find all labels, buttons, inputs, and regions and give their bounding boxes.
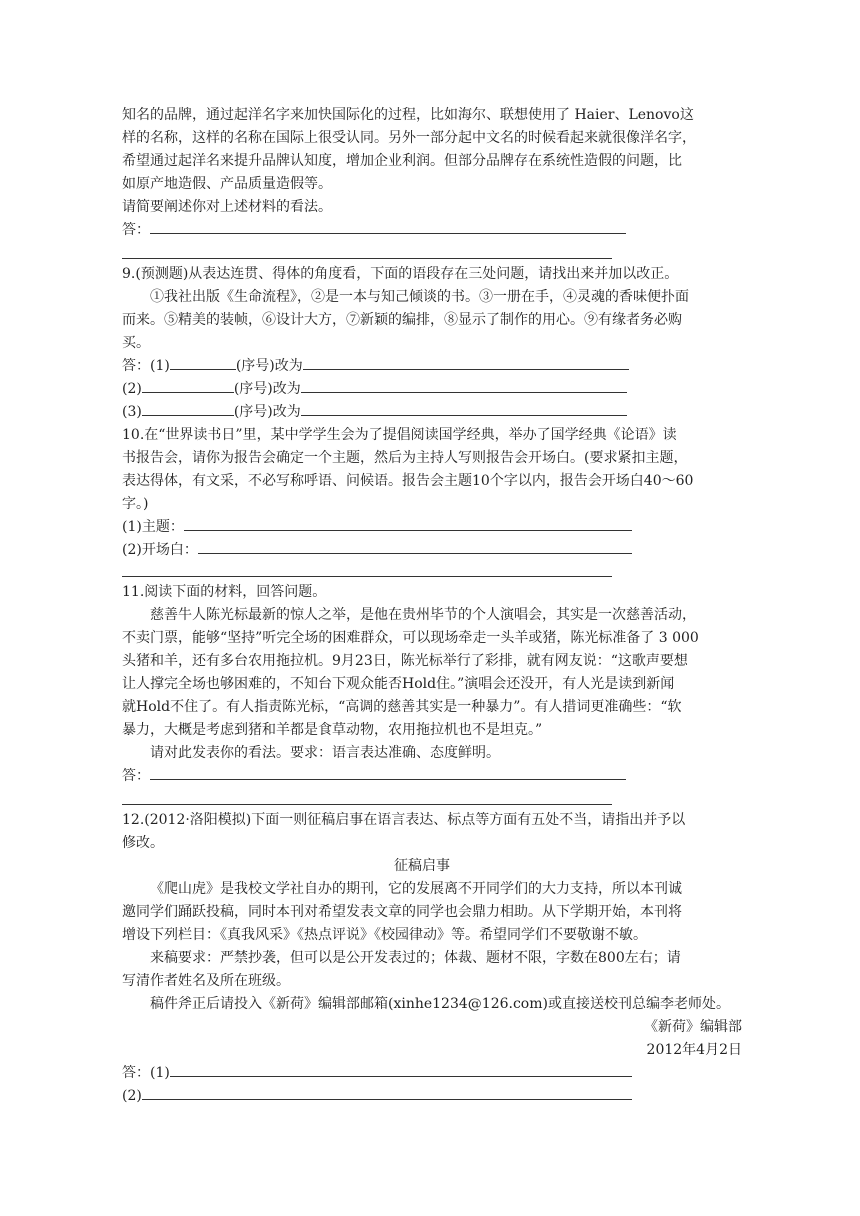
q12-stem-line: 12.(2012·洛阳模拟)下面一则征稿启事在语言表达、标点等方面有五处不当，请指出并予以 (122, 812, 686, 828)
answer-prefix: (2) (122, 381, 142, 397)
notice-requirement-line: 写清作者姓名及所在班级。 (122, 973, 290, 989)
q10-opening-blank-2[interactable] (122, 562, 612, 577)
notice-title: 征稿启事 (394, 858, 450, 874)
material-line: 如原产地造假、产品质量造假等。 (122, 176, 332, 192)
notice-body-line: 增设下列栏目：《真我风采》《热点评说》《校园律动》等。希望同学们不要敬谢不敏。 (122, 927, 647, 943)
answer-prefix: 答：(1) (122, 1065, 170, 1081)
notice-date: 2012年4月2日 (646, 1042, 742, 1058)
fix-blank[interactable] (301, 401, 627, 416)
q11-passage-line: 让人撑完全场也够困难的，不知台下观众能否Hold住。”演唱会还没开，有人光是读到新闻 (122, 676, 675, 692)
q8-material (122, 104, 742, 196)
seq-blank[interactable] (142, 401, 234, 416)
q12-stem-line: 修改。 (122, 835, 164, 851)
fix-blank[interactable] (301, 378, 627, 393)
q10-stem-line: 表达得体，有文采，不必写称呼语、问候语。报告会主题10个字以内，报告会开场白40～60 (122, 473, 694, 489)
seq-label: (序号)改为 (233, 381, 301, 397)
seq-blank[interactable] (142, 378, 234, 393)
q9-answer-1[interactable] (122, 355, 742, 378)
answer-label: 答： (122, 768, 150, 784)
q9-passage-line: 而来。⑤精美的装帧，⑥设计大方，⑦新颖的编排，⑧显示了制作的用心。⑨有缘者务必购 (122, 312, 682, 328)
worksheet-page (122, 104, 742, 1108)
q9-passage-line: 买。 (122, 335, 150, 351)
seq-label: (序号)改为 (233, 404, 301, 420)
q11-stem: 11.阅读下面的材料，回答问题。 (122, 584, 327, 600)
answer-prefix: 答：(1) (122, 358, 170, 374)
notice-signature: 《新荷》编辑部 (644, 1019, 742, 1035)
q11-passage-line: 就Hold不住了。有人指责陈光标，“高调的慈善其实是一种暴力”。有人措词更准确些：“软 (122, 699, 682, 715)
answer-blank[interactable] (150, 765, 626, 780)
answer-prefix: (2) (122, 1088, 142, 1104)
notice-body-line: 邀同学们踊跃投稿，同时本刊对希望发表文章的同学也会鼎力相助。从下学期开始，本刊将 (122, 904, 682, 920)
notice-requirement-line: 来稿要求：严禁抄袭，但可以是公开发表过的；体裁、题材不限，字数在800左右；请 (150, 950, 681, 966)
notice-body-line: 《爬山虎》是我校文学社自办的期刊，它的发展离不开同学们的大力支持，所以本刊诚 (150, 881, 682, 897)
q10-stem-line: 字。) (122, 496, 149, 512)
material-line: 知名的品牌，通过起洋名字来加快国际化的过程，比如海尔、联想使用了 Haier、Lenovo这 (122, 107, 694, 123)
q12-answer-2[interactable] (122, 1085, 742, 1108)
q8-answer-line[interactable] (122, 219, 742, 242)
seq-blank[interactable] (170, 355, 236, 370)
q9-answer-2[interactable] (122, 378, 742, 401)
q9-answer-3[interactable] (122, 401, 742, 424)
seq-label: (序号)改为 (235, 358, 303, 374)
q11-passage-line: 头猪和羊，还有多台农用拖拉机。9月23日，陈光标举行了彩排，就有网友说：“这歌声要想 (122, 653, 688, 669)
q11-passage-line: 慈善牛人陈光标最新的惊人之举，是他在贵州毕节的个人演唱会，其实是一次慈善活动， (150, 607, 696, 623)
fix-blank[interactable] (303, 355, 629, 370)
q8-answer-blank-2[interactable] (122, 242, 612, 259)
answer-blank[interactable] (150, 219, 626, 234)
answer-blank[interactable] (142, 1085, 632, 1100)
theme-blank[interactable] (184, 516, 632, 531)
q11-passage-line: 暴力，大概是考虑到猪和羊都是食草动物，农用拖拉机也不是坦克。” (122, 722, 543, 738)
theme-label: (1)主题： (122, 519, 184, 535)
answer-prefix: (3) (122, 404, 142, 420)
q11-passage-line: 不卖门票，能够“坚持”听完全场的困难群众，可以现场牵走一头羊或猪，陈光标准备了 3 000 (122, 630, 699, 646)
material-line: 样的名称，这样的名称在国际上很受认同。另外一部分起中文名的时候看起来就很像洋名字， (122, 130, 696, 146)
q10-opening-line[interactable] (122, 539, 742, 562)
material-line: 希望通过起洋名来提升品牌认知度，增加企业利润。但部分品牌存在系统性造假的问题，比 (122, 153, 682, 169)
q10-stem-line: 10.在“世界读书日”里，某中学学生会为了提倡阅读国学经典，举办了国学经典《论语》读 (122, 427, 677, 443)
q9-passage-line: ①我社出版《生命流程》，②是一本与知己倾谈的书。③一册在手，④灵魂的香味便扑面 (150, 289, 689, 305)
q10-theme-line[interactable] (122, 516, 742, 539)
q11-requirement: 请对此发表你的看法。要求：语言表达准确、态度鲜明。 (150, 745, 500, 761)
opening-label: (2)开场白： (122, 542, 198, 558)
q11-answer-line[interactable] (122, 765, 742, 788)
q9-stem: 9.(预测题)从表达连贯、得体的角度看，下面的语段存在三处问题，请找出来并加以改正。 (122, 266, 679, 282)
answer-label: 答： (122, 222, 150, 238)
opening-blank[interactable] (198, 539, 632, 554)
notice-submit: 稿件斧正后请投入《新荷》编辑部邮箱(xinhe1234@126.com)或直接送校刊总编李老师处。 (150, 996, 730, 1012)
q10-stem-line: 书报告会，请你为报告会确定一个主题，然后为主持人写则报告会开场白。(要求紧扣主题， (122, 450, 688, 466)
q8-prompt: 请简要阐述你对上述材料的看法。 (122, 199, 332, 215)
q12-answer-1[interactable] (122, 1062, 742, 1085)
answer-blank[interactable] (170, 1062, 632, 1077)
q11-answer-blank-2[interactable] (122, 788, 612, 805)
